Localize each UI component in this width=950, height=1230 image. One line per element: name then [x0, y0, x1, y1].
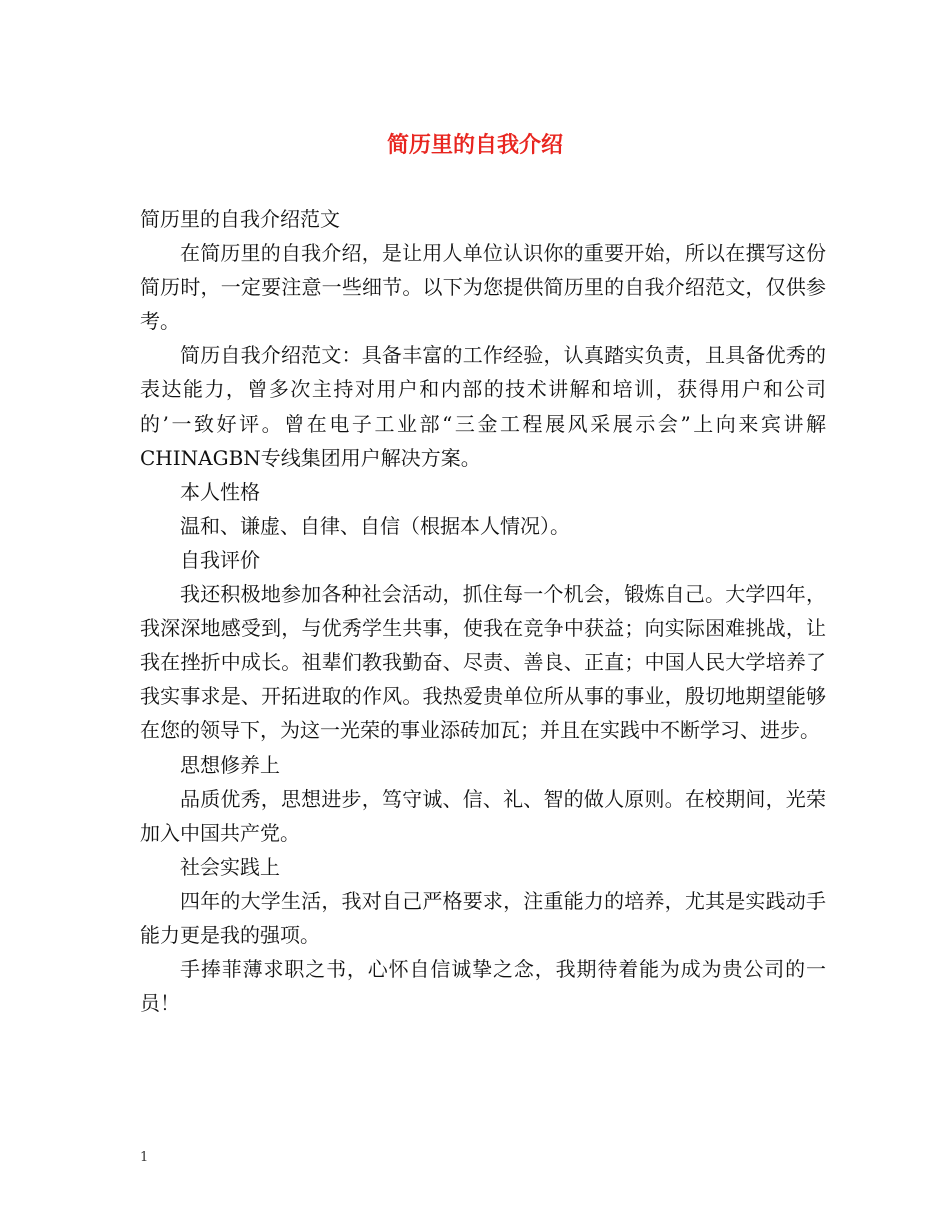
paragraph-self-evaluation: 我还积极地参加各种社会活动，抓住每一个机会，锻炼自己。大学四年，我深深地感受到，与优秀学生共事，使我在竞争中获益；向实际困难挑战，让我在挫折中成长。祖辈们教我勤奋、尽责、善良、正直；中国人民大学培养了我实事求是、开拓进取的作风。我热爱贵单位所从事的事业，殷切地期望能够在您的领导下，为这一光荣的事业添砖加瓦；并且在实践中不断学习、进步。 [140, 582, 826, 743]
paragraph-personality: 温和、谦虚、自律、自信（根据本人情况）。 [180, 513, 570, 538]
subheading-personality: 本人性格 [180, 479, 260, 504]
paragraph-ideology: 品质优秀，思想进步，笃守诚、信、礼、智的做人原则。在校期间，光荣加入中国共产党。 [140, 786, 826, 845]
subheading-self-evaluation: 自我评价 [180, 547, 260, 572]
paragraph-social-practice: 四年的大学生活，我对自己严格要求，注重能力的培养，尤其是实践动手能力更是我的强项。 [140, 888, 826, 947]
document-body [140, 202, 826, 1020]
paragraph-closing: 手捧菲薄求职之书，心怀自信诚挚之念，我期待着能为成为贵公司的一员！ [140, 957, 826, 1016]
page-number: 1 [140, 1150, 149, 1165]
paragraph-sample: 简历自我介绍范文：具备丰富的工作经验，认真踏实负责，且具备优秀的表达能力，曾多次主持对用户和内部的技术讲解和培训，获得用户和公司的’一致好评。曾在电子工业部“三金工程展风采展示会”上向来宾讲解CHINAGBN专线集团用户解决方案。 [140, 343, 826, 470]
subheading-ideology: 思想修养上 [180, 752, 280, 777]
section-heading: 简历里的自我介绍范文 [140, 207, 340, 231]
subheading-social-practice: 社会实践上 [180, 854, 280, 879]
paragraph-intro: 在简历里的自我介绍，是让用人单位认识你的重要开始，所以在撰写这份简历时，一定要注意一些细节。以下为您提供简历里的自我介绍范文，仅供参考。 [140, 241, 826, 334]
document-title: 简历里的自我介绍 [386, 133, 563, 158]
